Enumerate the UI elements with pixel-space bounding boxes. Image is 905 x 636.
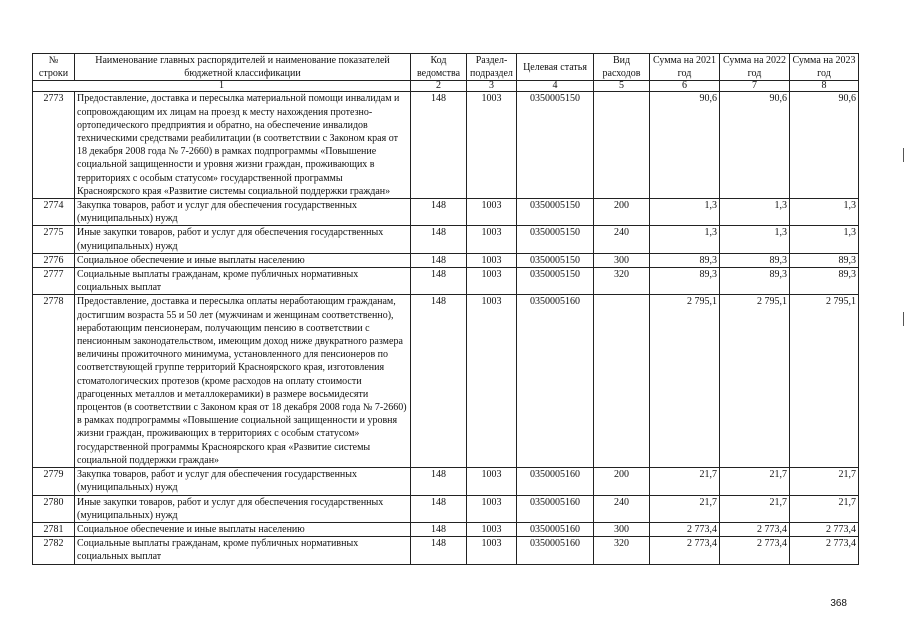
row-section: 1003 [467, 268, 517, 295]
row-target-article: 0350005160 [517, 495, 594, 522]
row-sum-2022: 2 795,1 [720, 295, 790, 468]
row-expense-type: 200 [594, 199, 650, 226]
row-dept-code: 148 [411, 268, 467, 295]
row-number: 2782 [33, 537, 75, 564]
row-section: 1003 [467, 253, 517, 267]
row-sum-2022: 90,6 [720, 92, 790, 199]
row-section: 1003 [467, 537, 517, 564]
row-sum-2023: 2 795,1 [790, 295, 859, 468]
row-sum-2021: 1,3 [650, 226, 720, 253]
row-dept-code: 148 [411, 226, 467, 253]
table-row [33, 495, 859, 522]
row-target-article: 0350005150 [517, 92, 594, 199]
row-number: 2777 [33, 268, 75, 295]
row-sum-2021: 89,3 [650, 253, 720, 267]
table-body [33, 92, 859, 564]
column-index-row [33, 81, 859, 92]
row-sum-2023: 90,6 [790, 92, 859, 199]
row-expense-type: 240 [594, 495, 650, 522]
row-number: 2778 [33, 295, 75, 468]
header-row-number: № строки [33, 54, 75, 81]
row-target-article: 0350005150 [517, 226, 594, 253]
page-number: 368 [830, 598, 847, 609]
table-row [33, 226, 859, 253]
row-number: 2775 [33, 226, 75, 253]
header-dept-code: Код ведомства [411, 54, 467, 81]
header-expense-type: Вид расходов [594, 54, 650, 81]
row-section: 1003 [467, 522, 517, 536]
row-target-article: 0350005150 [517, 199, 594, 226]
header-sum-2023: Сумма на 2023 год [790, 54, 859, 81]
table-row [33, 522, 859, 536]
table-row [33, 253, 859, 267]
scan-edge-mark [903, 148, 904, 162]
row-dept-code: 148 [411, 253, 467, 267]
row-sum-2022: 21,7 [720, 495, 790, 522]
column-index: 2 [411, 81, 467, 92]
row-expense-type [594, 295, 650, 468]
column-index: 3 [467, 81, 517, 92]
row-name: Иные закупки товаров, работ и услуг для обеспечения государственных (муниципальных) нужд [75, 495, 411, 522]
column-index: 4 [517, 81, 594, 92]
row-name: Иные закупки товаров, работ и услуг для обеспечения государственных (муниципальных) нужд [75, 226, 411, 253]
row-number: 2776 [33, 253, 75, 267]
row-sum-2022: 1,3 [720, 226, 790, 253]
table-row [33, 92, 859, 199]
row-sum-2021: 89,3 [650, 268, 720, 295]
budget-table [32, 53, 859, 565]
row-target-article: 0350005160 [517, 522, 594, 536]
row-sum-2022: 89,3 [720, 253, 790, 267]
column-index: 5 [594, 81, 650, 92]
row-target-article: 0350005160 [517, 468, 594, 495]
row-name: Социальные выплаты гражданам, кроме публичных нормативных социальных выплат [75, 537, 411, 564]
row-sum-2023: 1,3 [790, 226, 859, 253]
table-row [33, 537, 859, 564]
row-sum-2023: 21,7 [790, 468, 859, 495]
row-expense-type [594, 92, 650, 199]
header-sum-2022: Сумма на 2022 год [720, 54, 790, 81]
row-dept-code: 148 [411, 522, 467, 536]
row-sum-2021: 2 795,1 [650, 295, 720, 468]
row-sum-2022: 2 773,4 [720, 537, 790, 564]
row-sum-2023: 89,3 [790, 268, 859, 295]
column-index: 1 [33, 81, 411, 92]
row-dept-code: 148 [411, 199, 467, 226]
row-section: 1003 [467, 92, 517, 199]
row-dept-code: 148 [411, 92, 467, 199]
row-name: Социальное обеспечение и иные выплаты населению [75, 253, 411, 267]
row-sum-2021: 1,3 [650, 199, 720, 226]
column-index: 7 [720, 81, 790, 92]
row-sum-2023: 1,3 [790, 199, 859, 226]
row-expense-type: 200 [594, 468, 650, 495]
row-sum-2022: 21,7 [720, 468, 790, 495]
row-target-article: 0350005150 [517, 253, 594, 267]
header-section: Раздел-подраздел [467, 54, 517, 81]
header-sum-2021: Сумма на 2021 год [650, 54, 720, 81]
row-name: Закупка товаров, работ и услуг для обеспечения государственных (муниципальных) нужд [75, 468, 411, 495]
column-index: 8 [790, 81, 859, 92]
row-sum-2023: 2 773,4 [790, 522, 859, 536]
column-index: 6 [650, 81, 720, 92]
row-sum-2021: 90,6 [650, 92, 720, 199]
row-section: 1003 [467, 226, 517, 253]
row-section: 1003 [467, 295, 517, 468]
scan-edge-mark [903, 312, 904, 326]
row-sum-2023: 21,7 [790, 495, 859, 522]
row-expense-type: 320 [594, 537, 650, 564]
row-number: 2781 [33, 522, 75, 536]
row-section: 1003 [467, 199, 517, 226]
table-row [33, 468, 859, 495]
row-dept-code: 148 [411, 468, 467, 495]
row-sum-2022: 1,3 [720, 199, 790, 226]
header-row [33, 54, 859, 81]
table-row [33, 295, 859, 468]
header-name: Наименование главных распорядителей и наименование показателей бюджетной классификации [75, 54, 411, 81]
row-sum-2022: 89,3 [720, 268, 790, 295]
row-name: Закупка товаров, работ и услуг для обеспечения государственных (муниципальных) нужд [75, 199, 411, 226]
row-target-article: 0350005150 [517, 268, 594, 295]
row-sum-2022: 2 773,4 [720, 522, 790, 536]
row-number: 2780 [33, 495, 75, 522]
row-dept-code: 148 [411, 537, 467, 564]
row-sum-2021: 21,7 [650, 495, 720, 522]
row-name: Социальные выплаты гражданам, кроме публичных нормативных социальных выплат [75, 268, 411, 295]
row-target-article: 0350005160 [517, 295, 594, 468]
row-name: Социальное обеспечение и иные выплаты населению [75, 522, 411, 536]
row-section: 1003 [467, 468, 517, 495]
row-section: 1003 [467, 495, 517, 522]
row-number: 2774 [33, 199, 75, 226]
table-row [33, 199, 859, 226]
row-expense-type: 320 [594, 268, 650, 295]
row-sum-2023: 2 773,4 [790, 537, 859, 564]
row-expense-type: 300 [594, 522, 650, 536]
row-number: 2779 [33, 468, 75, 495]
row-expense-type: 240 [594, 226, 650, 253]
row-dept-code: 148 [411, 495, 467, 522]
row-name: Предоставление, доставка и пересылка материальной помощи инвалидам и сопровождающим их лицам на проезд к месту нахождения протезно-ортопедического предприятия и обратно, на обеспечение инвалидов техническими средствами реабилитации (в соответствии с Законом края от 18 декабря 2008 года № 7-2660) в рамках подпрограммы «Повышение социальной защищенности и уровня жизни граждан, проживающих в территориях с особым статусом» государственной программы Красноярского края «Развитие системы социальной поддержки граждан» [75, 92, 411, 199]
row-sum-2021: 2 773,4 [650, 522, 720, 536]
row-number: 2773 [33, 92, 75, 199]
table-row [33, 268, 859, 295]
row-sum-2021: 21,7 [650, 468, 720, 495]
row-target-article: 0350005160 [517, 537, 594, 564]
row-name: Предоставление, доставка и пересылка оплаты неработающим гражданам, достигшим возраста 55 и 50 лет (мужчинам и женщинам соответственно), неработающим пенсионерам, получающим пенсию в соответствии с пенсионным законодательством, имеющим доход ниже двукратного размера величины прожиточного минимума, установленного для пенсионеров по соответствующей группе территорий Красноярского края, изготовления стоматологических протезов (кроме расходов на оплату стоимости драгоценных металлов и металлокерамики) в размере восьмидесяти процентов (в соответствии с Законом края от 18 декабря 2008 года № 7-2660) в рамках подпрограммы «Повышение социальной защищенности и уровня жизни граждан, проживающих в территориях с особым статусом» государственной программы Красноярского края «Развитие системы социальной поддержки граждан» [75, 295, 411, 468]
row-sum-2021: 2 773,4 [650, 537, 720, 564]
row-dept-code: 148 [411, 295, 467, 468]
row-sum-2023: 89,3 [790, 253, 859, 267]
header-target-article: Целевая статья [517, 54, 594, 81]
row-expense-type: 300 [594, 253, 650, 267]
